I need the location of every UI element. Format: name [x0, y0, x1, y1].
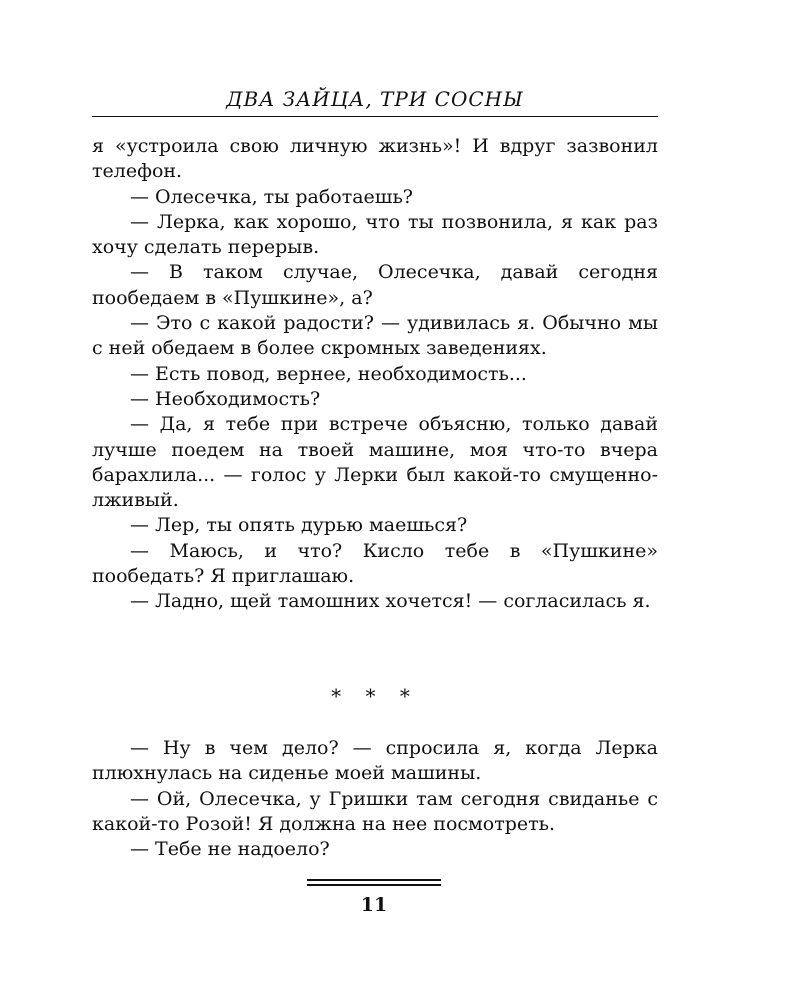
paragraph: — Лер, ты опять дурью маешься?	[130, 514, 468, 537]
footer-rule-bottom	[307, 884, 441, 886]
paragraph: — Это с какой радости? — удивилась я. Обычно мы с ней обедаем в более скромных заведениях.	[92, 312, 658, 360]
page-number: 11	[360, 894, 388, 916]
paragraph: — Необходимость?	[130, 387, 321, 410]
paragraph: — Лерка, как хорошо, что ты позвонила, я как раз хочу сделать перерыв.	[92, 210, 658, 259]
paragraph: — Олесечка, ты работаешь?	[130, 185, 413, 208]
paragraph: — Ой, Олесечка, у Гришки там сегодня свиданье с какой-то Розой! Я должна на нее посмотреть.	[92, 787, 658, 835]
footer-rule-top	[307, 879, 441, 881]
section-break: * * *	[331, 684, 419, 708]
paragraph: — Ладно, щей тамошних хочется! — согласилась я.	[130, 590, 651, 613]
running-head-title: ДВА ЗАЙЦА, ТРИ СОСНЫ	[226, 87, 524, 111]
body-text-before-break	[92, 134, 658, 615]
paragraph: — Тебе не надоело?	[130, 838, 330, 861]
body-text-after-break	[92, 736, 658, 862]
paragraph: — Да, я тебе при встрече объясню, только давай лучше поедем на твоей машине, моя что-то вчера барахлила... — голос у Лерки был какой-то смущенно-лживый.	[92, 413, 658, 512]
paragraph: я «устроила свою личную жизнь»! И вдруг зазвонил телефон.	[92, 135, 658, 183]
paragraph: — В таком случае, Олесечка, давай сегодня пообедаем в «Пушкине», а?	[92, 261, 658, 309]
paragraph: — Маюсь, и что? Кисло тебе в «Пушкине» пообедать? Я приглашаю.	[92, 539, 658, 588]
paragraph: — Есть повод, вернее, необходимость...	[130, 362, 527, 385]
header-rule	[92, 116, 658, 117]
paragraph: — Ну в чем дело? — спросила я, когда Лерка плюхнулась на сиденье моей машины.	[92, 737, 658, 785]
